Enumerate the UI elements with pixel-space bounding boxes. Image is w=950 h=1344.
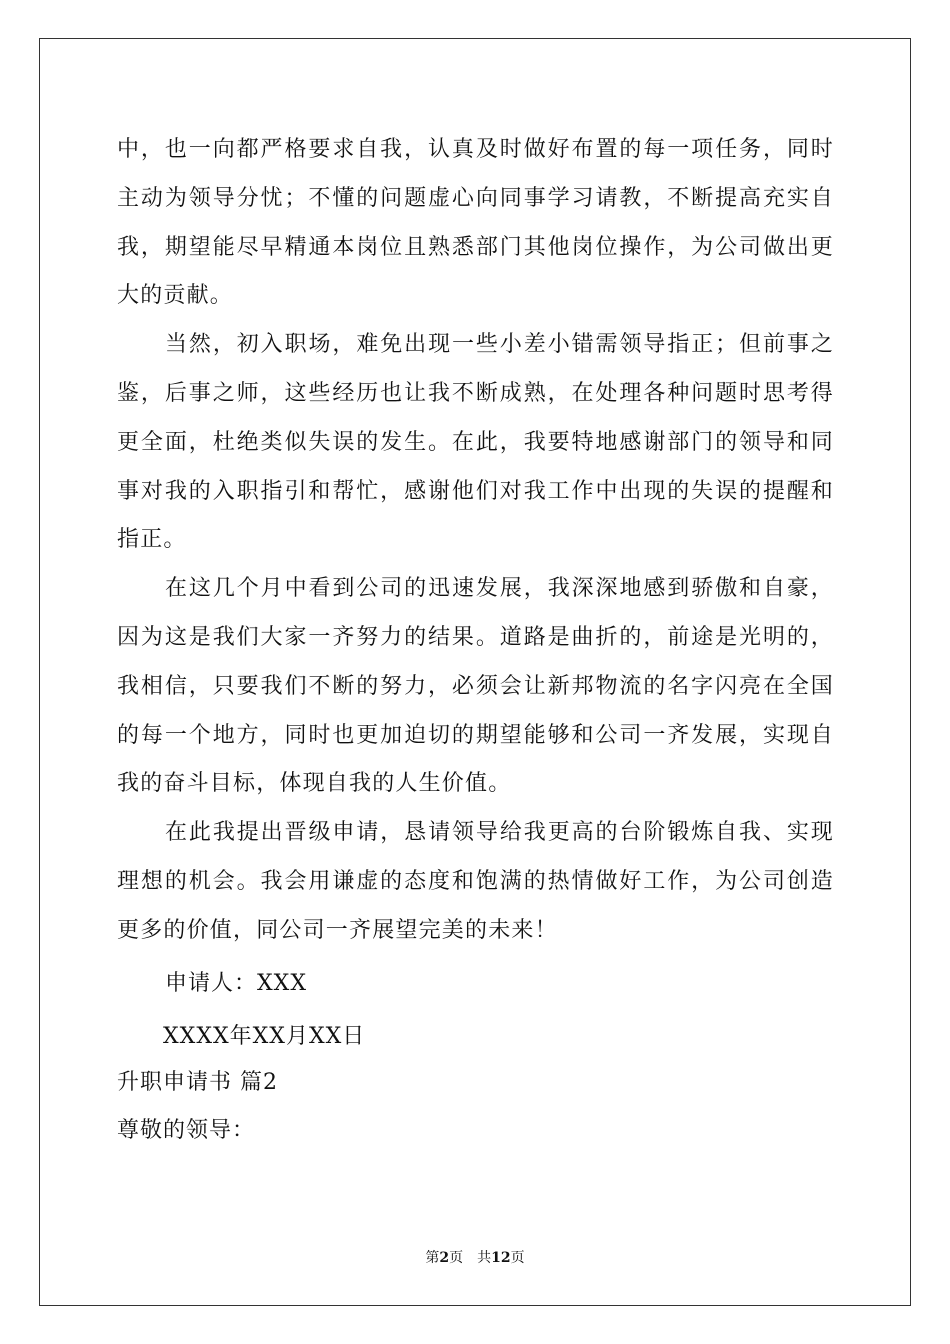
footer-current-page: 2 [439, 1250, 450, 1266]
footer-suffix: 页 [510, 1250, 525, 1266]
footer-prefix: 第 [425, 1250, 440, 1266]
signature-date: XXXX年XX月XX日 [163, 1023, 366, 1049]
paragraph-company-growth: 在这几个月中看到公司的迅速发展，我深深地感到骄傲和自豪，因为这是我们大家一齐努力的结果。道路是曲折的，前途是光明的，我相信，只要我们不断的努力，必须会让新邦物流的名字闪亮在全国的每一个地方，同时也更加迫切的期望能够和公司一齐发展，实现自我的奋斗目标，体现自我的人生价值。 [117, 576, 834, 797]
paragraph-mistakes: 当然，初入职场，难免出现一些小差小错需领导指正；但前事之鉴，后事之师，这些经历也让我不断成熟，在处理各种问题时思考得更全面，杜绝类似失误的发生。在此，我要特地感谢部门的领导和同事对我的入职指引和帮忙，感谢他们对我工作中出现的失误的提醒和指正。 [117, 332, 834, 553]
page-footer [0, 1247, 950, 1267]
footer-total-pages: 12 [491, 1250, 511, 1266]
signature-applicant: 申请人：XXX [165, 970, 307, 996]
document-body [117, 126, 834, 1155]
paragraph-continued: 中，也一向都严格要求自我，认真及时做好布置的每一项任务，同时主动为领导分忧；不懂的问题虚心向同事学习请教，不断提高充实自我，期望能尽早精通本岗位且熟悉部门其他岗位操作，为公司做出更大的贡献。 [117, 137, 834, 309]
salutation: 尊敬的领导： [117, 1117, 256, 1143]
section-title: 升职申请书 篇2 [117, 1069, 278, 1095]
paragraph-promotion-request: 在此我提出晋级申请，恳请领导给我更高的台阶锻炼自我、实现理想的机会。我会用谦虚的态度和饱满的热情做好工作，为公司创造更多的价值，同公司一齐展望完美的未来！ [117, 820, 834, 943]
footer-middle: 页 共 [449, 1250, 492, 1266]
